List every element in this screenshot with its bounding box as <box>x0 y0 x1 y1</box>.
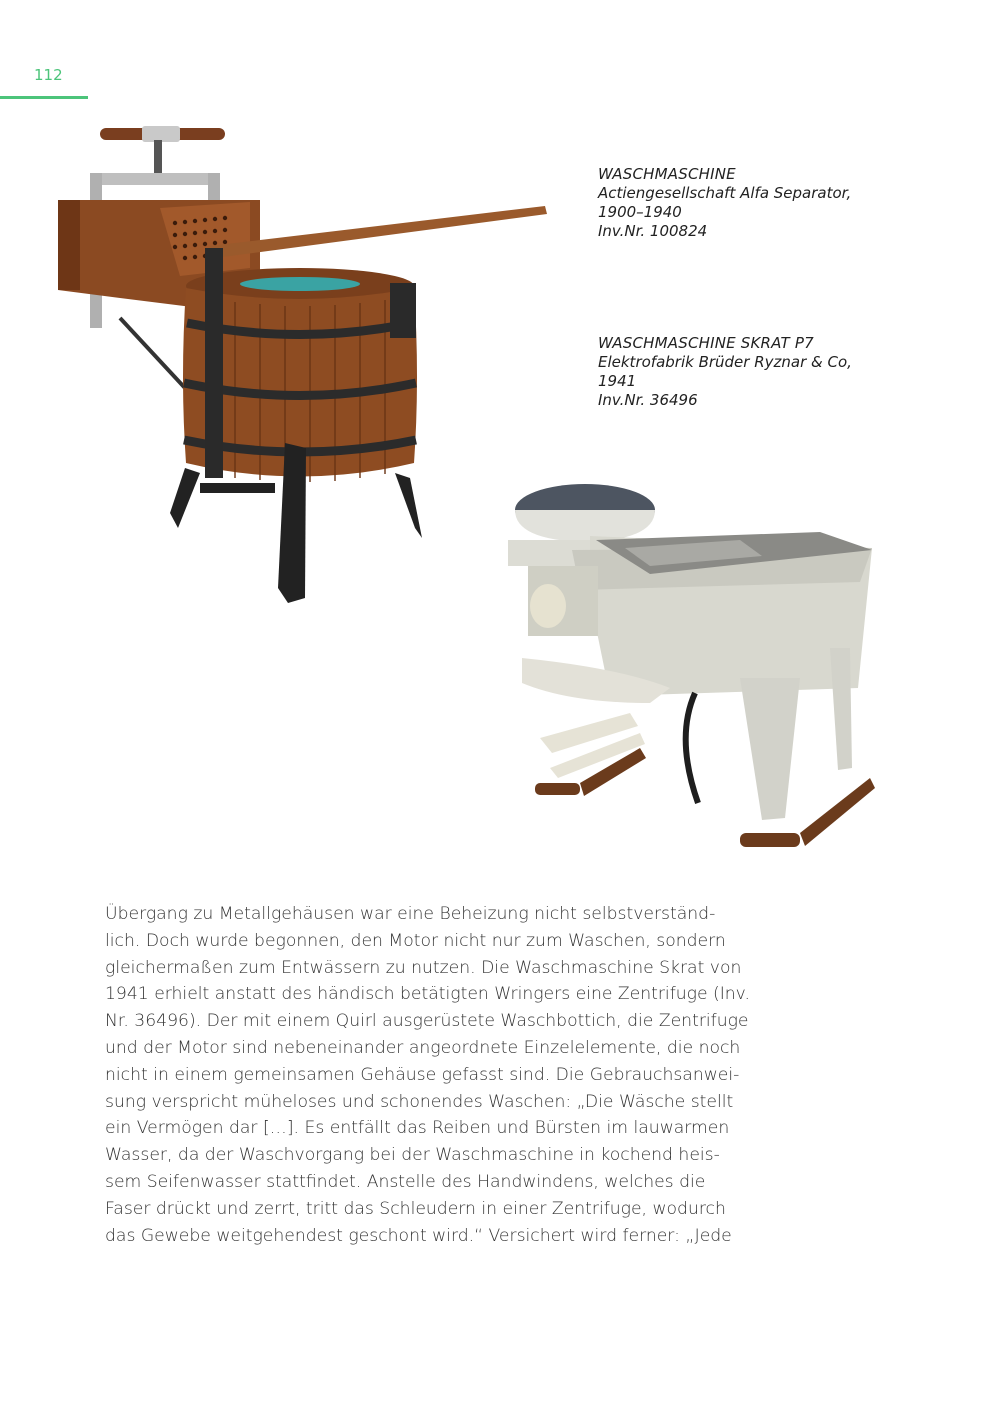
body-line: 1941 erhielt anstatt des händisch betätigten Wringers eine Zentrifuge (Inv. <box>105 984 750 1005</box>
body-line: gleichermaßen zum Entwässern zu nutzen. Die Waschmaschine Skrat von <box>105 957 742 978</box>
page-number-rule <box>0 96 88 99</box>
caption-inventory: Inv.Nr. 36496 <box>598 391 698 409</box>
caption-maker: Elektrofabrik Brüder Ryznar & Co, <box>598 353 852 371</box>
wooden-washing-machine-illustration <box>50 118 560 608</box>
caption-title: WASCHMASCHINE <box>598 165 736 183</box>
caption-date: 1900–1940 <box>598 203 682 221</box>
body-line: das Gewebe weitgehendest geschont wird.“ Versichert wird ferner: „Jede <box>105 1225 732 1246</box>
skrat-washing-machine-illustration <box>500 478 880 878</box>
page-number: 112 <box>34 66 63 84</box>
body-line: und der Motor sind nebeneinander angeordnete Einzelelemente, die noch <box>105 1037 741 1058</box>
caption-waschmaschine-alfa <box>598 165 898 241</box>
caption-date: 1941 <box>598 372 637 390</box>
caption-title: WASCHMASCHINE SKRAT P7 <box>598 334 814 352</box>
caption-waschmaschine-skrat <box>598 334 898 410</box>
body-line: sung verspricht müheloses und schonendes Waschen: „Die Wäsche stellt <box>105 1091 734 1112</box>
body-line: Wasser, da der Waschvorgang bei der Waschmaschine in kochend heis- <box>105 1145 720 1166</box>
caption-maker: Actiengesellschaft Alfa Separator, <box>598 184 852 202</box>
body-line: Faser drückt und zerrt, tritt das Schleudern in einer Zentrifuge, wodurch <box>105 1198 726 1219</box>
body-line: Nr. 36496). Der mit einem Quirl ausgerüstete Waschbottich, die Zentrifuge <box>105 1011 749 1032</box>
body-line: lich. Doch wurde begonnen, den Motor nicht nur zum Waschen, sondern <box>105 930 726 951</box>
caption-inventory: Inv.Nr. 100824 <box>598 222 708 240</box>
body-line: Übergang zu Metallgehäusen war eine Beheizung nicht selbstverständ- <box>105 904 716 924</box>
body-line: ein Vermögen dar […]. Es entfällt das Reiben und Bürsten im lauwarmen <box>105 1118 730 1139</box>
body-paragraph <box>105 901 775 1249</box>
body-line: sem Seifenwasser stattfindet. Anstelle des Handwindens, welches die <box>105 1171 706 1192</box>
body-line: nicht in einem gemeinsamen Gehäuse gefasst sind. Die Gebrauchsanwei- <box>105 1064 740 1085</box>
